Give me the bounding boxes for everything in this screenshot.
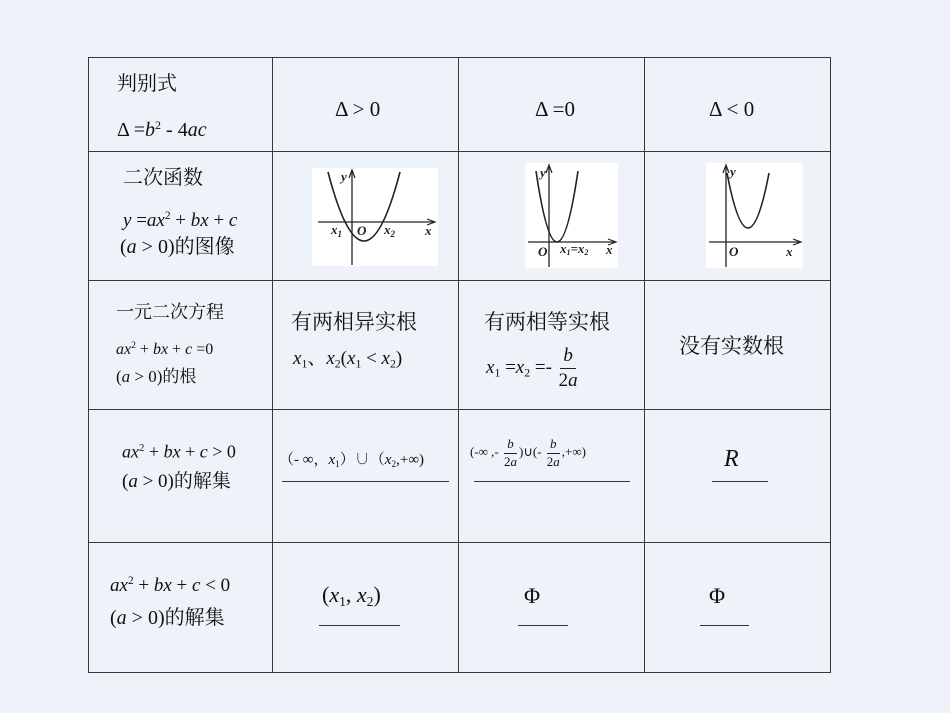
formula-variable: ax bbox=[146, 209, 165, 231]
formula-text: 2 bbox=[558, 370, 569, 392]
greater-inequality bbox=[122, 437, 236, 462]
graph-one-root bbox=[525, 163, 618, 268]
cell-roots-positive bbox=[273, 281, 459, 410]
function-label: 二次函数 bbox=[123, 167, 203, 189]
less-condition bbox=[110, 606, 225, 630]
formula-text: (-∞ ,- bbox=[470, 444, 503, 459]
formula-variable: ax bbox=[122, 441, 139, 462]
formula-text: ( bbox=[116, 367, 122, 386]
less-inequality bbox=[110, 569, 230, 598]
formula-exponent: 2 bbox=[164, 210, 171, 222]
two-distinct-roots-formula bbox=[293, 347, 402, 377]
formula-text: + bbox=[168, 340, 186, 358]
formula-text: ) bbox=[395, 348, 403, 369]
formula-text: + bbox=[135, 340, 153, 358]
function-condition bbox=[120, 235, 235, 259]
formula-variable: c bbox=[199, 441, 208, 462]
formula-text: =- bbox=[530, 357, 557, 378]
formula-text: 2 bbox=[546, 453, 554, 469]
cell-discriminant-negative bbox=[645, 57, 831, 152]
equation-label: 一元二次方程 bbox=[116, 302, 224, 322]
formula-index: 1 bbox=[339, 594, 346, 610]
formula-text: + bbox=[180, 441, 200, 462]
root-index: 2 bbox=[390, 229, 395, 239]
formula-text: Δ = bbox=[117, 119, 146, 142]
answer-underline bbox=[712, 481, 768, 482]
cell-greater-zero bbox=[459, 410, 645, 543]
origin-label: O bbox=[538, 244, 548, 259]
origin-label: O bbox=[357, 223, 367, 238]
formula-variable: a bbox=[128, 471, 138, 492]
greater-zero-solution bbox=[470, 427, 586, 477]
formula-exponent: 2 bbox=[127, 575, 134, 587]
cell-graph-zero bbox=[459, 152, 645, 281]
formula-text: = bbox=[131, 209, 147, 231]
formula-variable: c bbox=[185, 340, 193, 358]
answer-underline bbox=[518, 625, 568, 626]
formula-text: ,+∞) bbox=[561, 444, 586, 459]
fraction-denominator bbox=[504, 454, 517, 470]
formula-text: > 0 bbox=[207, 441, 236, 462]
formula-text: ( bbox=[110, 607, 117, 629]
formula-variable: ax bbox=[116, 340, 132, 358]
case-zero-header: Δ =0 bbox=[535, 97, 575, 121]
cell-greater-positive bbox=[273, 410, 459, 543]
formula-variable: x bbox=[486, 357, 495, 378]
formula-text: 2 bbox=[504, 453, 511, 469]
formula-variable: x bbox=[328, 452, 336, 468]
formula-variable: x bbox=[293, 348, 302, 369]
formula-text: + bbox=[133, 574, 154, 596]
quadratic-summary-table bbox=[88, 57, 831, 673]
root-index: 1 bbox=[337, 229, 342, 239]
cell-discriminant-positive bbox=[273, 57, 459, 152]
formula-variable: x bbox=[329, 582, 340, 607]
formula-variable: c bbox=[228, 209, 238, 231]
formula-exponent: 2 bbox=[131, 340, 136, 351]
formula-text: =0 bbox=[192, 340, 214, 358]
cell-greater-negative bbox=[645, 410, 831, 543]
formula-text: > 0)的解集 bbox=[137, 471, 231, 492]
cell-graph-label bbox=[88, 152, 273, 281]
formula-variable: x bbox=[356, 582, 367, 607]
cell-roots-label bbox=[88, 281, 273, 410]
answer-underline bbox=[319, 625, 400, 626]
formula-text: + bbox=[171, 574, 193, 596]
formula-index: 2 bbox=[524, 366, 531, 380]
vertex-fraction bbox=[559, 344, 578, 393]
y-axis-label: y bbox=[341, 169, 347, 184]
cell-less-label bbox=[88, 543, 273, 673]
less-zero-solution: Φ bbox=[524, 583, 541, 608]
formula-text: - 4 bbox=[161, 119, 188, 142]
x-axis-label: x bbox=[786, 244, 793, 259]
origin-label: O bbox=[729, 244, 739, 259]
answer-underline bbox=[700, 625, 749, 626]
formula-variable: bx bbox=[190, 209, 209, 231]
formula-index: 1 bbox=[494, 366, 501, 380]
formula-variable: a bbox=[568, 370, 578, 392]
discriminant-formula bbox=[117, 113, 207, 142]
formula-variable: bx bbox=[163, 441, 181, 462]
cell-roots-zero bbox=[459, 281, 645, 410]
graph-no-root bbox=[706, 163, 803, 268]
formula-text: )∪(- bbox=[519, 444, 545, 459]
formula-index: 2 bbox=[389, 357, 396, 371]
formula-text: > 0)的图像 bbox=[136, 236, 235, 258]
formula-variable: a bbox=[553, 453, 560, 469]
formula-text: > 0)的解集 bbox=[126, 607, 225, 629]
fraction-numerator: b bbox=[547, 436, 560, 453]
greater-positive-solution bbox=[279, 450, 424, 475]
equation-condition bbox=[116, 367, 196, 387]
two-distinct-roots-title: 有两相异实根 bbox=[291, 310, 417, 334]
y-axis-label: y bbox=[540, 165, 546, 180]
double-root-label bbox=[559, 241, 588, 257]
case-positive-header: Δ > 0 bbox=[335, 97, 381, 121]
two-equal-roots-formula bbox=[486, 339, 580, 403]
root-symbol: x bbox=[331, 222, 338, 237]
formula-text: + bbox=[208, 209, 229, 231]
root-index: 2 bbox=[584, 248, 589, 257]
discriminant-label: 判别式 bbox=[117, 73, 177, 95]
no-real-roots-title: 没有实数根 bbox=[679, 334, 784, 358]
formula-text: + bbox=[170, 209, 191, 231]
formula-variable: a bbox=[126, 236, 137, 258]
graph-two-roots bbox=[312, 168, 438, 266]
fraction-numerator: b bbox=[504, 436, 517, 453]
case-negative-header: Δ < 0 bbox=[709, 97, 755, 121]
formula-text: , bbox=[345, 582, 357, 607]
less-negative-solution: Φ bbox=[709, 583, 726, 608]
root-symbol: x bbox=[560, 241, 567, 256]
formula-text: > 0)的根 bbox=[130, 367, 197, 386]
two-equal-roots-title: 有两相等实根 bbox=[484, 310, 610, 334]
formula-text: ( bbox=[322, 582, 330, 607]
less-positive-solution bbox=[322, 582, 381, 615]
x-axis-label: x bbox=[425, 223, 432, 238]
formula-exponent: 2 bbox=[155, 118, 162, 132]
formula-variable: x bbox=[347, 348, 356, 369]
fraction-numerator: b bbox=[560, 344, 576, 369]
formula-text: = bbox=[500, 357, 516, 378]
formula-variable: ac bbox=[187, 119, 207, 142]
formula-variable: x bbox=[515, 357, 525, 378]
root-symbol: =x bbox=[570, 241, 585, 256]
formula-index: 1 bbox=[335, 459, 340, 470]
formula-text: ) bbox=[373, 582, 381, 607]
formula-text: ( bbox=[340, 348, 347, 369]
formula-text: + bbox=[144, 441, 164, 462]
formula-index: 2 bbox=[334, 357, 341, 371]
function-formula bbox=[123, 204, 237, 233]
formula-text: ( bbox=[122, 471, 129, 492]
greater-condition bbox=[122, 470, 231, 494]
formula-text: ( bbox=[120, 236, 127, 258]
x-axis-label: x bbox=[606, 242, 613, 257]
equation-formula bbox=[116, 336, 213, 360]
formula-variable: bx bbox=[153, 574, 172, 596]
cell-graph-positive bbox=[273, 152, 459, 281]
formula-index: 1 bbox=[301, 357, 308, 371]
formula-text: ）∪（ bbox=[339, 452, 385, 468]
formula-variable: a bbox=[510, 453, 518, 469]
formula-text: < 0 bbox=[200, 574, 231, 596]
root-index: 1 bbox=[566, 248, 571, 257]
y-axis-label: y bbox=[730, 164, 736, 179]
formula-variable: x bbox=[381, 348, 390, 369]
vertex-fraction bbox=[547, 436, 560, 470]
cell-less-zero bbox=[459, 543, 645, 673]
formula-exponent: 2 bbox=[139, 442, 145, 454]
formula-text: 、 bbox=[307, 348, 327, 369]
cell-greater-label bbox=[88, 410, 273, 543]
cell-discriminant-zero bbox=[459, 57, 645, 152]
cell-discriminant-label bbox=[88, 57, 273, 152]
formula-variable: c bbox=[192, 574, 201, 596]
cell-less-positive bbox=[273, 543, 459, 673]
formula-variable: bx bbox=[152, 340, 169, 358]
formula-index: 2 bbox=[366, 594, 374, 610]
formula-variable: ax bbox=[110, 574, 128, 596]
formula-variable: x bbox=[326, 348, 335, 369]
vertex-fraction bbox=[504, 436, 517, 470]
fraction-denominator bbox=[547, 454, 560, 470]
formula-text: < bbox=[361, 348, 382, 369]
cell-less-negative bbox=[645, 543, 831, 673]
formula-index: 2 bbox=[391, 459, 397, 470]
formula-index: 1 bbox=[355, 357, 362, 371]
answer-underline bbox=[282, 481, 449, 482]
root-symbol: x bbox=[384, 222, 391, 237]
cell-graph-negative bbox=[645, 152, 831, 281]
formula-variable: a bbox=[116, 607, 127, 629]
answer-underline bbox=[474, 481, 630, 482]
cell-roots-negative bbox=[645, 281, 831, 410]
formula-variable: x bbox=[384, 452, 392, 468]
formula-text: ,+∞) bbox=[396, 452, 425, 468]
greater-negative-solution: R bbox=[724, 446, 739, 472]
formula-variable: b bbox=[145, 119, 156, 142]
formula-text: （- ∞， bbox=[279, 452, 329, 468]
fraction-denominator bbox=[559, 369, 578, 393]
formula-variable: a bbox=[121, 367, 131, 386]
formula-variable: y bbox=[123, 209, 132, 231]
